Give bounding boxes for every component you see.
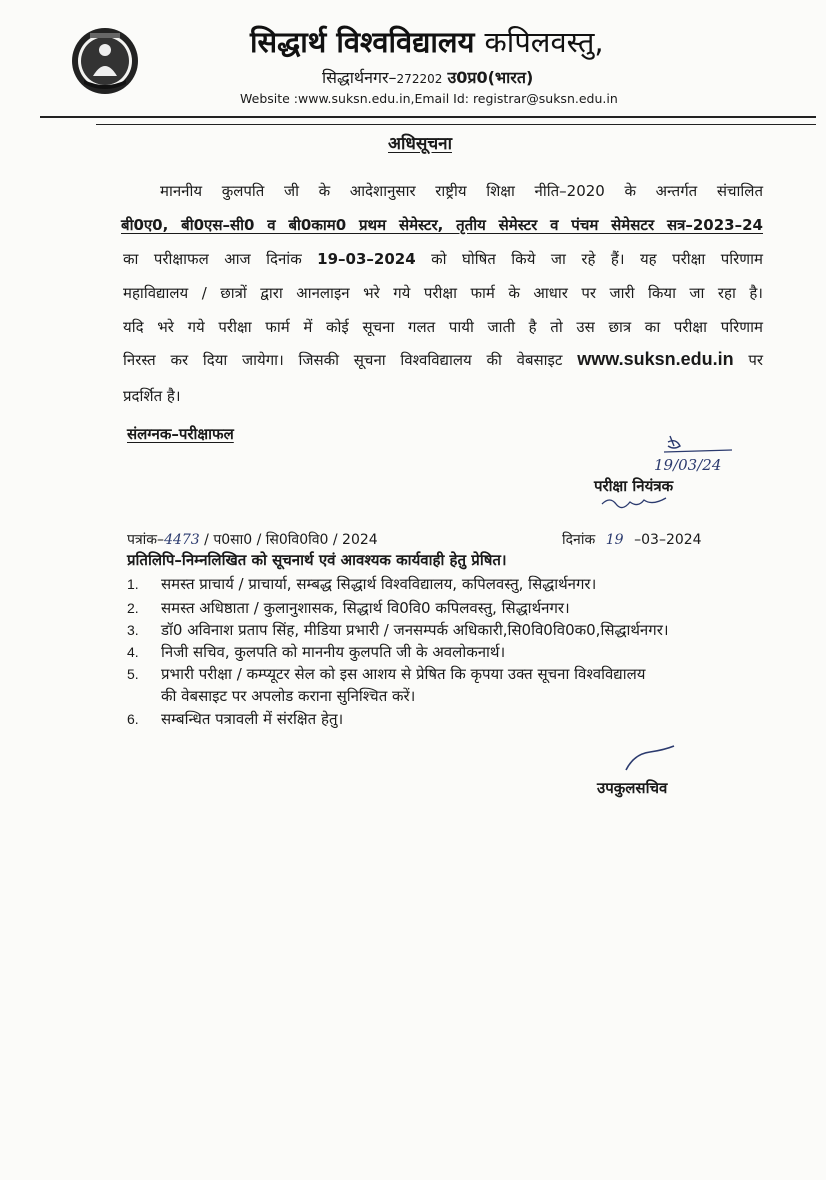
date-label: दिनांक [562,532,596,548]
patrank-number: 4473 [164,532,200,548]
university-seal-icon [70,26,140,96]
address-pin: 272202 [396,72,443,86]
reference-date [562,530,702,549]
exam-controller-designation: परीक्षा नियंत्रक [594,477,674,495]
contact-line: Website :www.suksn.edu.in,Email Id: registrar@suksn.edu.in [240,91,618,106]
notice-line-4: महाविद्यालय / छात्रों द्वारा आनलाइन भरे गये परीक्षा फार्म के आधार पर जारी किया जा रहा है। [123,284,763,302]
university-address: सिद्धार्थनगर–272202 उ0प्र0(भारत) [322,68,534,87]
date-rest: –03–2024 [634,532,702,548]
list-item [127,574,596,594]
notice-line-7: प्रदर्शित है। [123,387,181,405]
copy-heading: प्रतिलिपि–निम्नलिखित को सूचनार्थ एवं आवश्यक कार्यवाही हेतु प्रेषित। [127,551,507,569]
list-text: निजी सचिव, कुलपति को माननीय कुलपति जी के अवलोकनार्थ। [161,643,506,661]
address-city: सिद्धार्थनगर [322,68,389,87]
list-item [127,642,505,662]
reference-number [127,530,378,549]
list-number: 1. [127,576,139,592]
patrank-suffix: / प0सा0 / सि0वि0वि0 / 2024 [204,532,378,548]
address-state: उ0प्र0(भारत) [447,68,534,87]
university-place: कपिलवस्तु, [484,25,604,59]
patrank-label: पत्रांक– [127,532,165,548]
line3-pre: का परीक्षाफल आज दिनांक [123,250,302,268]
list-number: 4. [127,644,139,660]
list-item [127,620,669,640]
list-text: प्रभारी परीक्षा / कम्प्यूटर सेल को इस आशय से प्रेषित कि कृपया उक्त सूचना विश्वविद्यालय [161,665,646,683]
line6-post: पर [748,351,763,369]
list-number: 5. [127,666,139,682]
notice-line-6 [123,349,763,370]
university-name [250,22,604,61]
header-rule-thick [40,116,816,118]
deputy-signature-icon [620,744,680,774]
list-number: 3. [127,622,139,638]
deputy-registrar-designation: उपकुलसचिव [597,779,668,797]
header-rule-thin [96,124,816,125]
list-item [127,664,646,684]
list-item-continuation: की वेबसाइट पर अपलोड कराना सुनिश्चित करें। [161,687,416,705]
notice-line-2: बी0ए0, बी0एस–सी0 व बी0काम0 प्रथम सेमेस्टर, तृतीय सेमेस्टर व पंचम सेमेसटर सत्र–2023–24 [121,216,763,234]
website-url: www.suksn.edu.in [577,349,734,369]
attachment-label: संलग्नक–परीक्षाफल [127,425,234,443]
list-number: 2. [127,600,139,616]
notice-heading: अधिसूचना [388,134,452,154]
controller-signature-icon [600,494,670,510]
handwritten-date: 19/03/24 [654,456,722,474]
date-day: 19 [605,532,624,548]
notice-line-3 [123,249,763,269]
list-text: सम्बन्धित पत्रावली में संरक्षित हेतु। [161,710,344,728]
notice-line-5: यदि भरे गये परीक्षा फार्म में कोई सूचना गलत पायी जाती है तो उस छात्र का परीक्षा परिणाम [123,318,763,336]
list-number: 6. [127,711,139,727]
university-name-bold: सिद्धार्थ विश्वविद्यालय [250,25,475,59]
list-text: समस्त प्राचार्य / प्राचार्या, सम्बद्ध सिद्धार्थ विश्वविद्यालय, कपिलवस्तु, सिद्धार्थनगर। [161,575,597,593]
list-text: समस्त अधिष्ठाता / कुलानुशासक, सिद्धार्थ वि0वि0 कपिलवस्तु, सिद्धार्थनगर। [161,599,570,617]
line6-pre: निरस्त कर दिया जायेगा। जिसकी सूचना विश्वविद्यालय की वेबसाइट [123,351,563,369]
list-item [127,709,343,729]
list-item [127,598,570,618]
result-date: 19–03–2024 [317,250,416,268]
list-text: डॉ0 अविनाश प्रताप सिंह, मीडिया प्रभारी / जनसम्पर्क अधिकारी,सि0वि0वि0क0,सिद्धार्थनगर। [161,621,669,639]
handwritten-signature-date [630,432,740,474]
notice-line-1: माननीय कुलपति जी के आदेशानुसार राष्ट्रीय शिक्षा नीति–2020 के अन्तर्गत संचालित [160,182,763,200]
line3-post: को घोषित किये जा रहे हैं। यह परीक्षा परिणाम [431,250,763,268]
